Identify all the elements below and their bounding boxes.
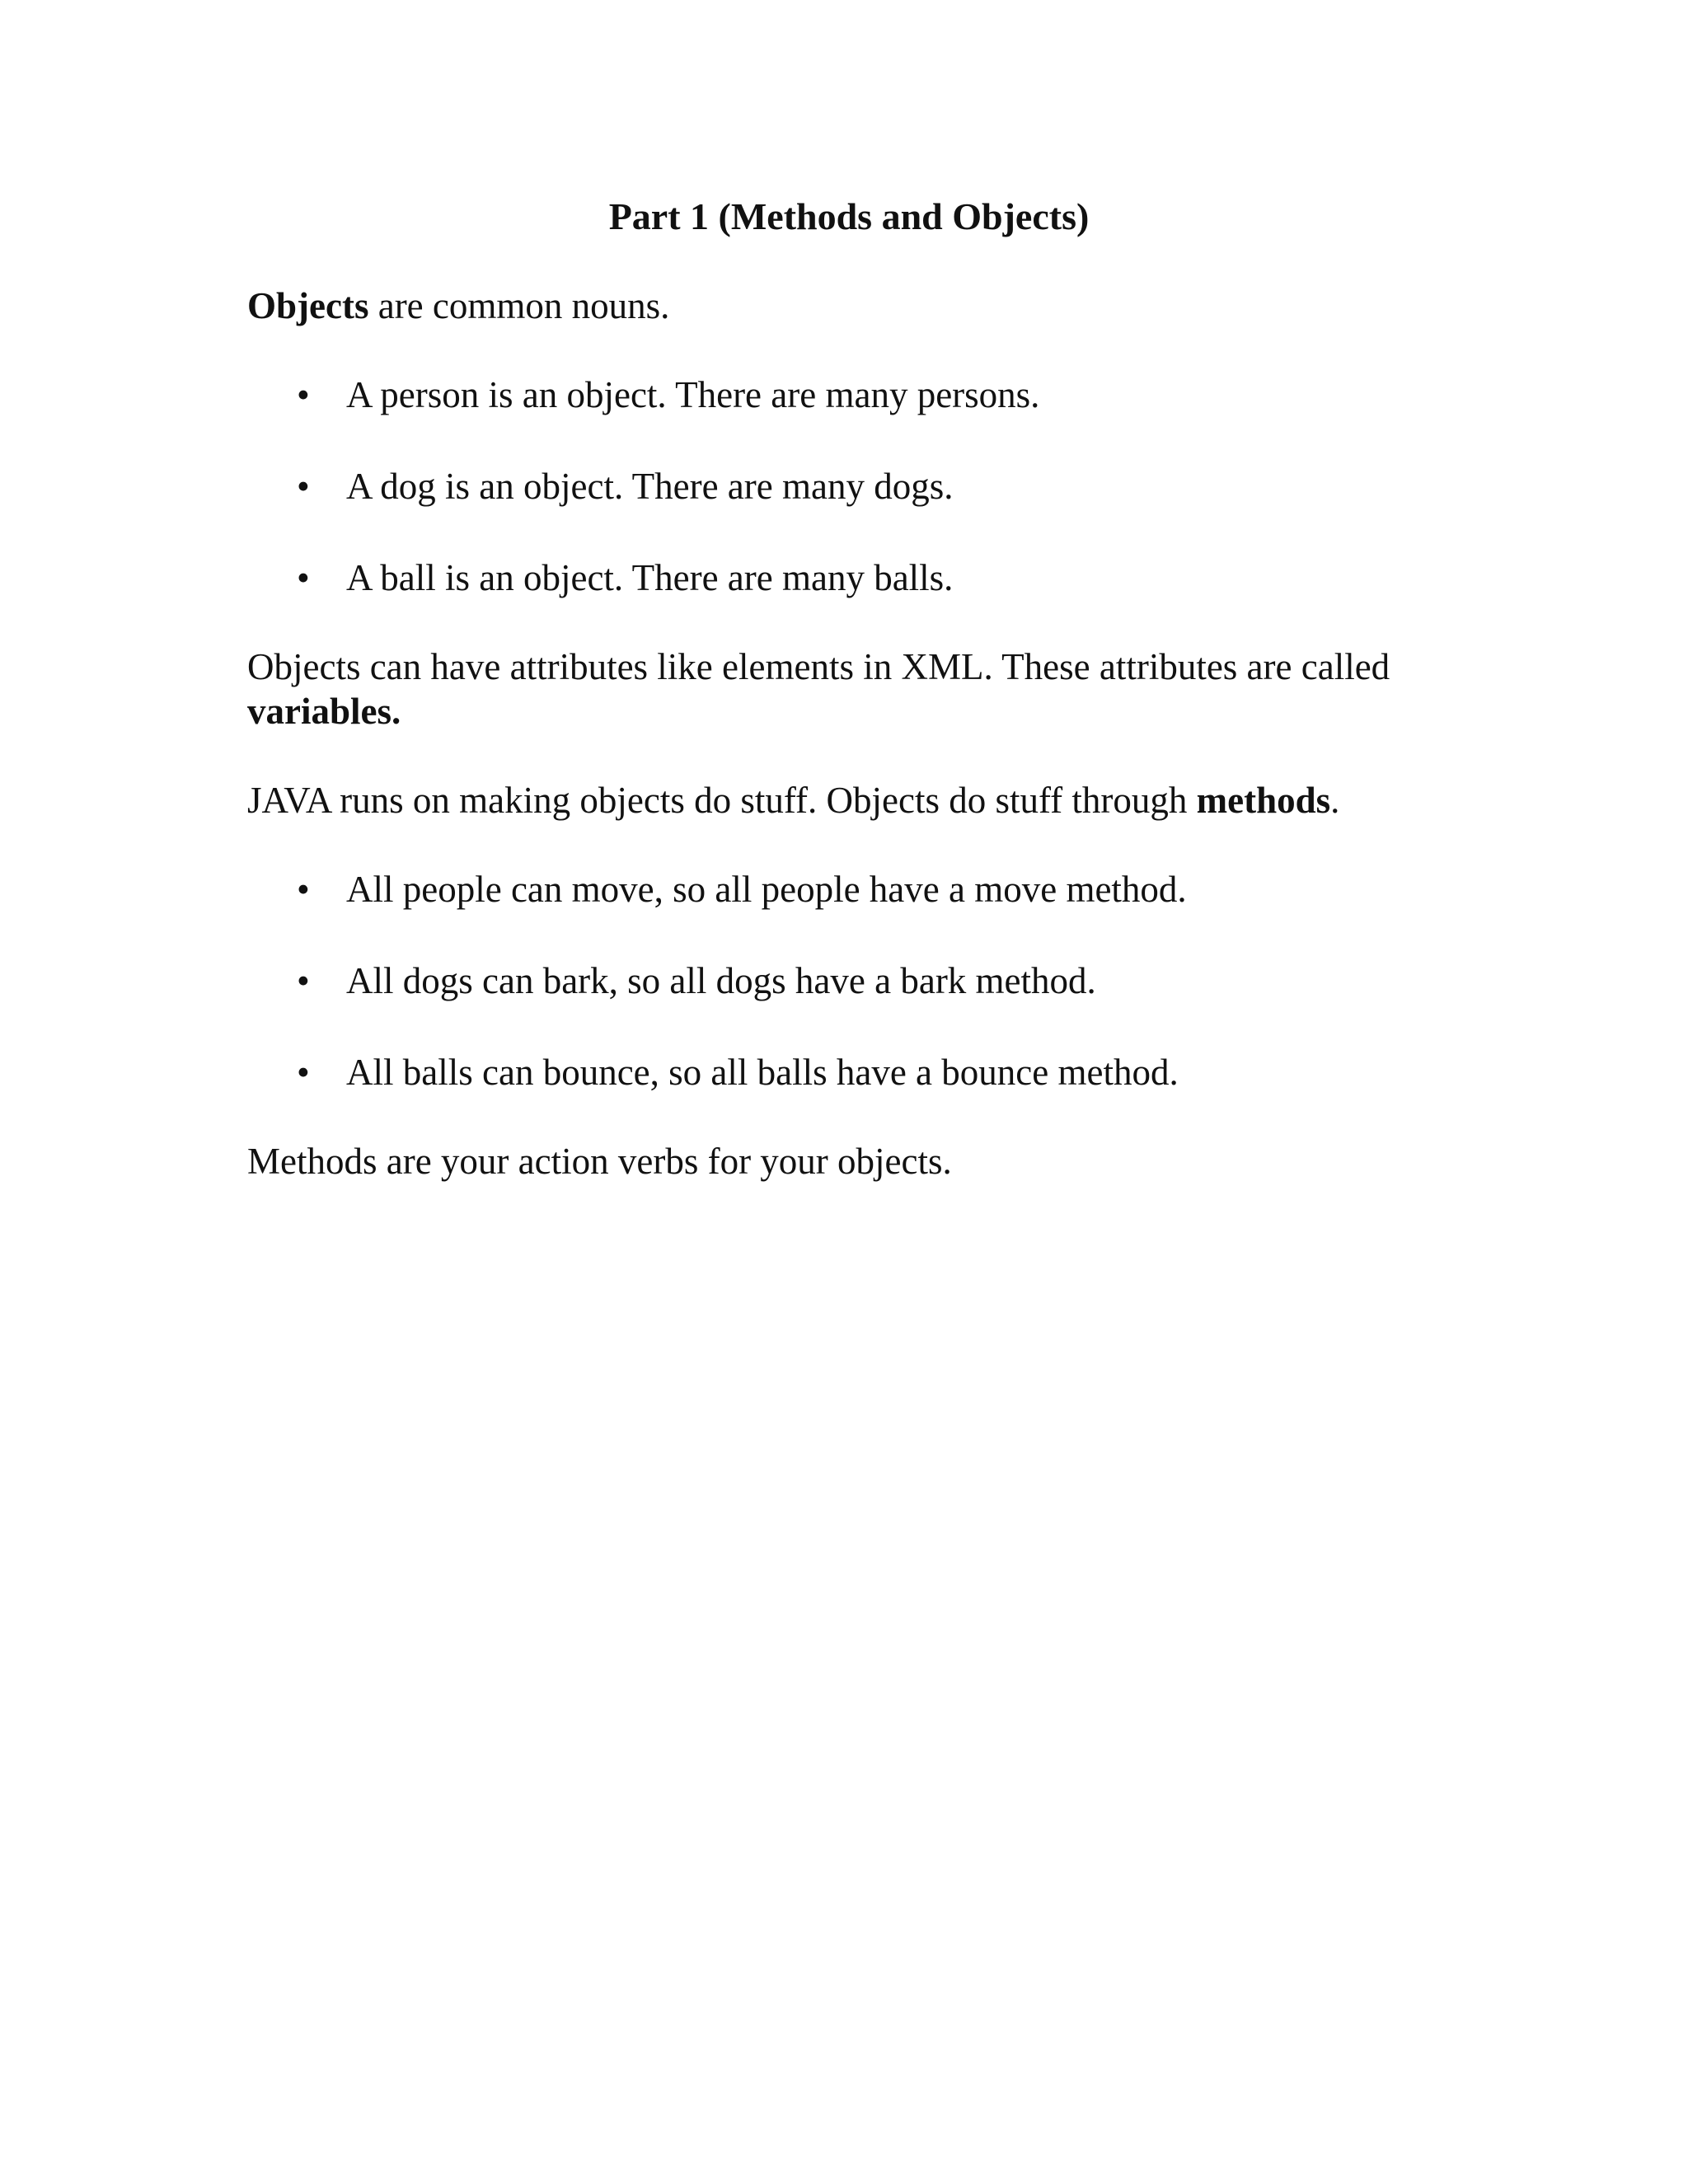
- variables-text: Objects can have attributes like elements in XML. These attributes are called: [247, 646, 1390, 687]
- method-bullet-list: [247, 867, 1451, 1094]
- list-item: [247, 373, 1451, 417]
- intro-paragraph: [247, 284, 1451, 328]
- page-title: Part 1 (Methods and Objects): [608, 195, 1090, 237]
- methods-text: JAVA runs on making objects do stuff. Objects do stuff through: [247, 780, 1197, 821]
- document-body: [247, 194, 1451, 1228]
- list-item-text: All people can move, so all people have a move method.: [346, 869, 1187, 910]
- bullet-icon: •: [297, 960, 310, 1001]
- methods-period: .: [1330, 780, 1340, 821]
- intro-bold-term: Objects: [247, 285, 369, 326]
- list-item: [247, 867, 1451, 912]
- list-item-text: All balls can bounce, so all balls have a bounce method.: [346, 1052, 1179, 1093]
- intro-text: are common nouns.: [368, 285, 670, 326]
- methods-bold-term: methods: [1196, 780, 1331, 821]
- bullet-icon: •: [297, 557, 310, 598]
- list-item-text: All dogs can bark, so all dogs have a bark method.: [346, 960, 1096, 1001]
- bullet-icon: •: [297, 1052, 310, 1093]
- list-item: [247, 958, 1451, 1003]
- bullet-icon: •: [297, 374, 310, 415]
- list-item: [247, 464, 1451, 509]
- list-item: [247, 1050, 1451, 1094]
- list-item: [247, 555, 1451, 600]
- methods-paragraph: [247, 778, 1451, 823]
- list-item-text: A ball is an object. There are many balls.: [346, 557, 954, 598]
- bullet-icon: •: [297, 869, 310, 910]
- closing-paragraph: Methods are your action verbs for your objects.: [247, 1141, 952, 1182]
- object-bullet-list: [247, 373, 1451, 600]
- list-item-text: A person is an object. There are many persons.: [346, 374, 1040, 415]
- bullet-icon: •: [297, 466, 310, 507]
- variables-bold-term: variables.: [247, 691, 401, 732]
- variables-paragraph: [247, 644, 1451, 733]
- list-item-text: A dog is an object. There are many dogs.: [346, 466, 954, 507]
